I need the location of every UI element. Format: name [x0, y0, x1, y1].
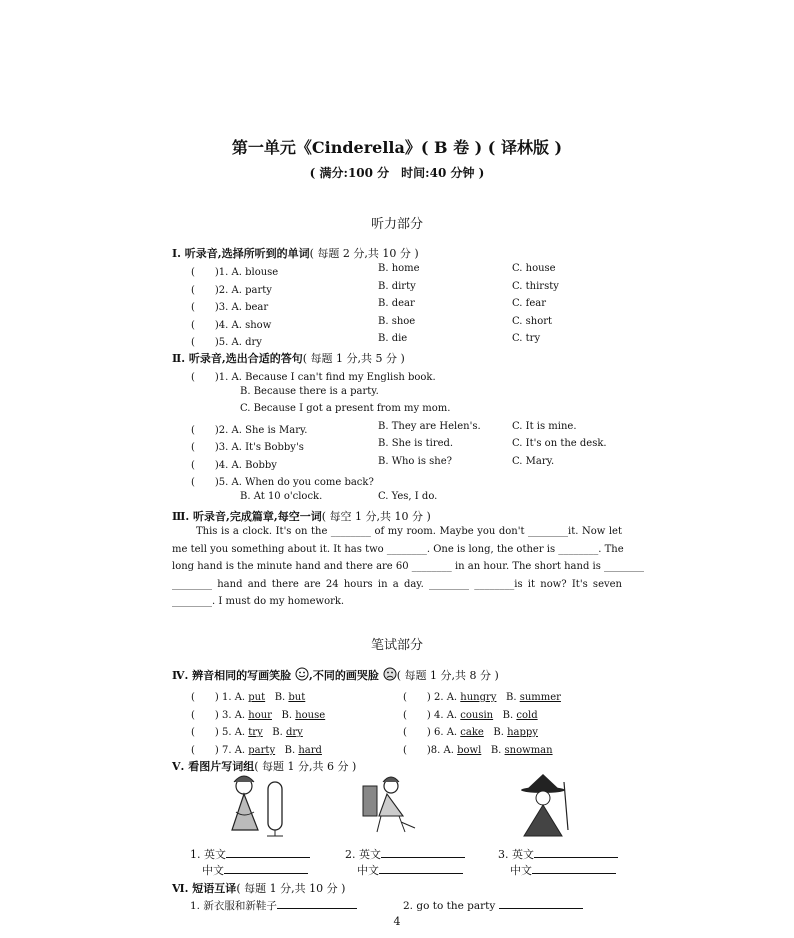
- s3-line1: This is a clock. It's on the ________ of my room. Maybe you don't ________it. Now let: [196, 526, 622, 537]
- s1-q1-c: C. house: [512, 263, 556, 274]
- s5-q2-en: 2. 英文: [345, 846, 465, 862]
- s2-q2-c: C. It is mine.: [512, 421, 577, 432]
- s1-q5-c: C. try: [512, 333, 541, 344]
- s1-q3-c: C. fear: [512, 298, 547, 309]
- girl-sitting-picture: [357, 772, 419, 836]
- section6-header: [172, 880, 345, 896]
- s5-q1-zh: 中文: [202, 862, 308, 878]
- s1-q4: ( )4. A. show: [191, 320, 272, 331]
- s3-line5: ________. I must do my homework.: [172, 596, 345, 607]
- section4-header: [172, 667, 499, 683]
- s4-q8: ( )8. A. bowl B. snowman: [403, 745, 553, 756]
- s1-q4-c: C. short: [512, 316, 553, 327]
- s1-q3: ( )3. A. bear: [191, 302, 269, 313]
- s5-q3-zh: 中文: [510, 862, 616, 878]
- s4-q4: ( ) 4. A. cousin B. cold: [403, 710, 538, 721]
- s3-line3: long hand is the minute hand and there are 60 ________ in an hour. The short hand is ________: [172, 561, 645, 572]
- s4-q7: ( ) 7. A. party B. hard: [191, 745, 322, 756]
- s5-q3-en: 3. 英文: [498, 846, 618, 862]
- s2-q5-b: B. At 10 o'clock.: [240, 491, 323, 502]
- section4-title-b: ,不同的画哭脸: [309, 669, 379, 682]
- s2-q2-b: B. They are Helen's.: [378, 421, 481, 432]
- section4-note: ( 每题 1 分,共 8 分 ): [396, 669, 499, 682]
- s4-q5: ( ) 5. A. try B. dry: [191, 727, 303, 738]
- s2-q5-c: C. Yes, I do.: [378, 491, 438, 502]
- s6-q1: 1. 新衣服和新鞋子: [190, 898, 357, 913]
- section1-note: ( 每题 2 分,共 10 分 ): [309, 247, 419, 260]
- section3-header: [172, 508, 431, 524]
- s1-q2: ( )2. A. party: [191, 285, 272, 296]
- section2-title: Ⅱ. 听录音,选出合适的答句: [172, 352, 303, 365]
- s5-q1-en: 1. 英文: [190, 846, 310, 862]
- section3-note: ( 每空 1 分,共 10 分 ): [321, 510, 431, 523]
- section3-title: Ⅲ. 听录音,完成篇章,每空一词: [172, 510, 322, 523]
- s2-q5: ( )5. A. When do you come back?: [191, 477, 374, 488]
- s6-q2: 2. go to the party: [403, 898, 583, 912]
- section1-header: [172, 245, 419, 261]
- s5-q2-zh: 中文: [357, 862, 463, 878]
- s4-q3: ( ) 3. A. hour B. house: [191, 710, 326, 721]
- s2-q4-b: B. Who is she?: [378, 456, 452, 467]
- s1-q5: ( )5. A. dry: [191, 337, 262, 348]
- girl-mirror-picture: [222, 772, 298, 838]
- section2-note: ( 每题 1 分,共 5 分 ): [302, 352, 405, 365]
- smiley-face-icon: [295, 667, 309, 681]
- s2-q1: ( )1. A. Because I can't find my English book.: [191, 372, 436, 383]
- s1-q2-c: C. thirsty: [512, 281, 559, 292]
- s1-q4-b: B. shoe: [378, 316, 416, 327]
- s2-q3-b: B. She is tired.: [378, 438, 454, 449]
- section6-note: ( 每题 1 分,共 10 分 ): [236, 882, 346, 895]
- s1-q3-b: B. dear: [378, 298, 415, 309]
- s4-q1: ( ) 1. A. put B. but: [191, 692, 306, 703]
- s1-q1: ( )1. A. blouse: [191, 267, 279, 278]
- s3-line2: me tell you something about it. It has two ________. One is long, the other is ________. The: [172, 544, 624, 555]
- s2-q1-b: B. Because there is a party.: [240, 386, 379, 397]
- crying-face-icon: [383, 667, 397, 681]
- section4-title-a: Ⅳ. 辨音相同的写画笑脸: [172, 669, 292, 682]
- s1-q2-b: B. dirty: [378, 281, 416, 292]
- s2-q1-c: C. Because I got a present from my mom.: [240, 403, 451, 414]
- page-number: 4: [393, 915, 401, 928]
- witch-picture: [512, 772, 574, 838]
- page-title: 第一单元《Cinderella》( B 卷 ) ( 译林版 ): [231, 138, 563, 157]
- section6-title: Ⅵ. 短语互译: [172, 882, 237, 895]
- section2-header: [172, 350, 405, 366]
- s2-q3-c: C. It's on the desk.: [512, 438, 607, 449]
- listening-title: 听力部分: [370, 217, 423, 232]
- s1-q5-b: B. die: [378, 333, 408, 344]
- section1-title: Ⅰ. 听录音,选择所听到的单词: [172, 247, 310, 260]
- s2-q2: ( )2. A. She is Mary.: [191, 425, 308, 436]
- s4-q6: ( ) 6. A. cake B. happy: [403, 727, 538, 738]
- s2-q4-c: C. Mary.: [512, 456, 555, 467]
- section5-title: Ⅴ. 看图片写词组: [172, 760, 255, 773]
- s1-q1-b: B. home: [378, 263, 420, 274]
- page-subtitle: ( 满分:100 分 时间:40 分钟 ): [309, 166, 485, 180]
- s3-line4: ________ hand and there are 24 hours in a day. ________ ________is it now? It's seven: [172, 579, 622, 590]
- s4-q2: ( ) 2. A. hungry B. summer: [403, 692, 561, 703]
- s2-q4: ( )4. A. Bobby: [191, 460, 277, 471]
- section5-note: ( 每题 1 分,共 6 分 ): [254, 760, 357, 773]
- writing-title: 笔试部分: [370, 638, 423, 653]
- s2-q3: ( )3. A. It's Bobby's: [191, 442, 304, 453]
